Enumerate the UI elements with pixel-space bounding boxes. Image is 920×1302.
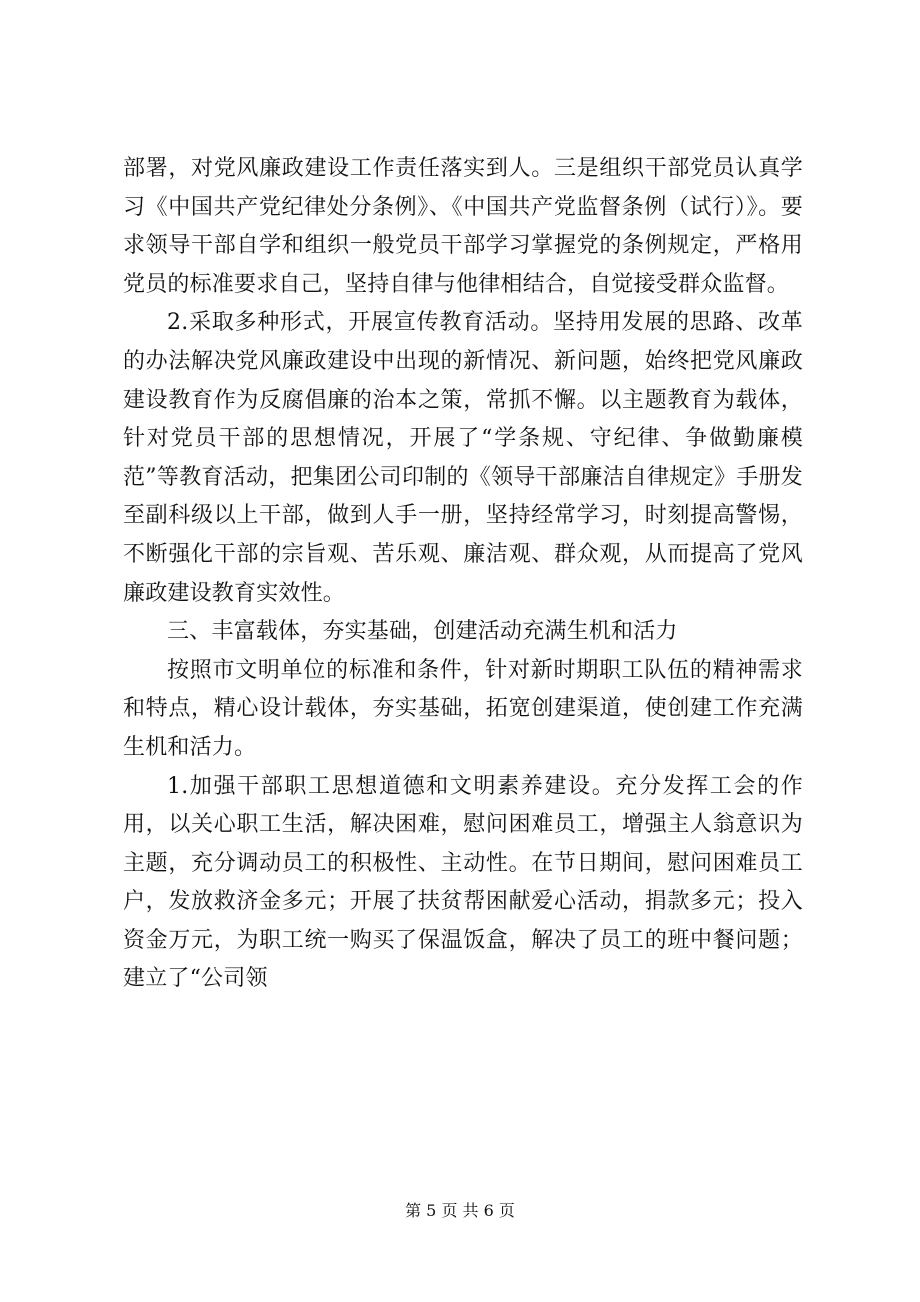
document-body: [123, 150, 803, 999]
paragraph-1: 部署，对党风廉政建设工作责任落实到人。三是组织干部党员认真学习《中国共产党纪律处分条例》、《中国共产党监督条例（试行）》。要求领导干部自学和组织一般党员干部学习掌握党的条例规定，严格用党员的标准要求自己，坚持自律与他律相结合，自觉接受群众监督。: [123, 156, 803, 297]
paragraph-3: 按照市文明单位的标准和条件，针对新时期职工队伍的精神需求和特点，精心设计载体，夯实基础，拓宽创建渠道，使创建工作充满生机和活力。: [123, 657, 803, 760]
section-heading: 三、丰富载体，夯实基础，创建活动充满生机和活力: [167, 619, 678, 645]
page-footer: 第 5 页 共 6 页: [405, 1201, 515, 1220]
paragraph-2: 2.采取多种形式，开展宣传教育活动。坚持用发展的思路、改革的办法解决党风廉政建设中出现的新情况、新问题，始终把党风廉政建设教育作为反腐倡廉的治本之策，常抓不懈。以主题教育为载体，针对党员干部的思想情况，开展了“学条规、守纪律、争做勤廉模范”等教育活动，把集团公司印制的《领导干部廉洁自律规定》手册发至副科级以上干部，做到人手一册，坚持经常学习，时刻提高警惕，不断强化干部的宗旨观、苦乐观、廉洁观、群众观，从而提高了党风廉政建设教育实效性。: [123, 310, 803, 606]
paragraph-4: 1.加强干部职工思想道德和文明素养建设。充分发挥工会的作用，以关心职工生活，解决困难，慰问困难员工，增强主人翁意识为主题，充分调动员工的积极性、主动性。在节日期间，慰问困难员工户，发放救济金多元；开展了扶贫帮困献爱心活动，捐款多元；投入资金万元，为职工统一购买了保温饭盒，解决了员工的班中餐问题；建立了“公司领: [123, 773, 803, 992]
